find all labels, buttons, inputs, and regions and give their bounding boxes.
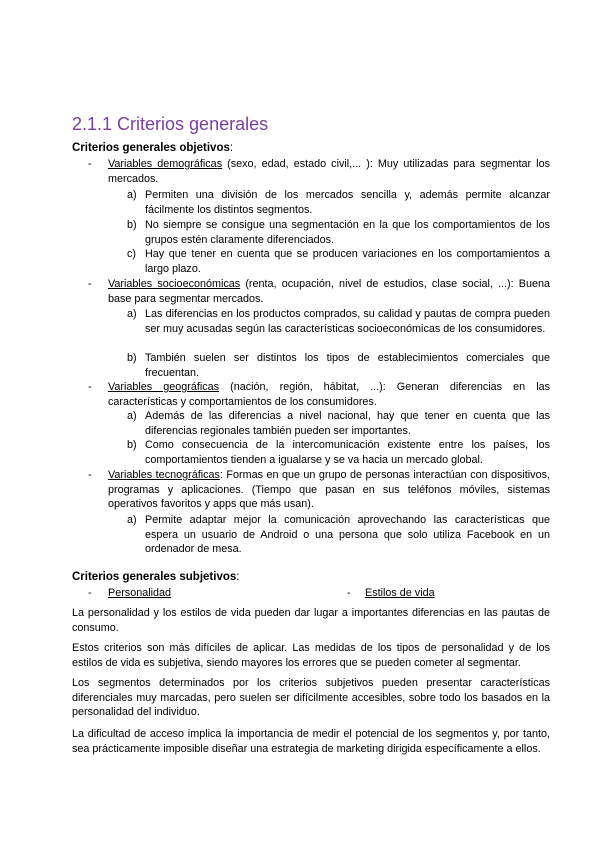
section-title: 2.1.1 Criterios generales — [72, 114, 269, 134]
sub-label: b) — [127, 352, 137, 364]
paragraph: La dificultad de acceso implica la importancia de medir el potencial de los segmentos y, por tanto, sea prácticamente imposible diseñar una estrategia de marketing dirigida específicamente a ellos. — [72, 728, 550, 755]
list-item: Variables socioeconómicas (renta, ocupación, nivel de estudios, clase social, ...): Buena base para segmentar mercados. — [108, 278, 551, 305]
subjective-item: Estilos de vida — [365, 587, 435, 599]
objective-heading: Criterios generales objetivos: — [72, 142, 234, 154]
sub-item: Permiten una división de los mercados sencilla y, además permite alcanzar fácilmente los distintos segmentos. — [145, 189, 550, 216]
sub-item: Permite adaptar mejor la comunicación aprovechando las características que espera un usuario de Android o una persona que solo utiliza Facebook en un ordenador de mesa. — [145, 514, 550, 556]
sub-label: c) — [127, 248, 136, 260]
paragraph: Estos criterios son más difíciles de aplicar. Las medidas de los tipos de personalidad y de los estilos de vida es subjetiva, siendo mayores los errores que se pueden cometer al segmentar. — [72, 642, 550, 669]
sub-item: Como consecuencia de la intercomunicación existente entre los países, los comportamientos tienden a igualarse y se va hacia un mercado global. — [145, 439, 550, 466]
list-item: Variables tecnográficas: Formas en que un grupo de personas interactúan con dispositivos, programas y aplicaciones. (Tiempo que pasan en sus teléfonos móviles, sistemas operativos favoritos y apps que más usan). — [108, 469, 550, 511]
list-item: Variables geográficas (nación, región, hábitat, ...): Generan diferencias en las características y comportamientos de los consumidores. — [108, 381, 550, 408]
bullet: - — [88, 381, 92, 393]
sub-item: Las diferencias en los productos comprados, su calidad y pautas de compra pueden ser muy acusadas según las características socioeconómicas de los consumidores. — [145, 308, 550, 335]
bullet: - — [88, 158, 92, 170]
sub-item: No siempre se consigue una segmentación en la que los comportamientos de los grupos estén claramente diferenciados. — [145, 219, 550, 246]
bullet: - — [347, 587, 351, 599]
list-item: Variables demográficas (sexo, edad, estado civil,... ): Muy utilizadas para segmentar los mercados. — [108, 158, 550, 185]
subjective-item: Personalidad — [108, 587, 172, 599]
sub-label: b) — [127, 219, 137, 231]
sub-item: También suelen ser distintos los tipos de establecimientos comerciales que frecuentan. — [145, 352, 550, 379]
paragraph: La personalidad y los estilos de vida pueden dar lugar a importantes diferencias en las pautas de consumo. — [72, 607, 550, 634]
bullet: - — [88, 469, 92, 481]
sub-label: a) — [127, 410, 137, 422]
sub-label: a) — [127, 514, 137, 526]
sub-label: a) — [127, 189, 137, 201]
subjective-heading: Criterios generales subjetivos: — [72, 571, 240, 583]
sub-item: Además de las diferencias a nivel nacional, hay que tener en cuenta que las diferencias regionales también pueden ser importantes. — [145, 410, 550, 437]
bullet: - — [88, 587, 92, 599]
bullet: - — [88, 278, 92, 290]
sub-item: Hay que tener en cuenta que se producen variaciones en los comportamientos a largo plazo. — [145, 248, 550, 275]
paragraph: Los segmentos determinados por los criterios subjetivos pueden presentar características diferenciales muy marcadas, pero suelen ser difícilmente accesibles, sobre todo los basados en la personalidad del individuo. — [72, 677, 550, 719]
sub-label: a) — [127, 308, 137, 320]
sub-label: b) — [127, 439, 137, 451]
